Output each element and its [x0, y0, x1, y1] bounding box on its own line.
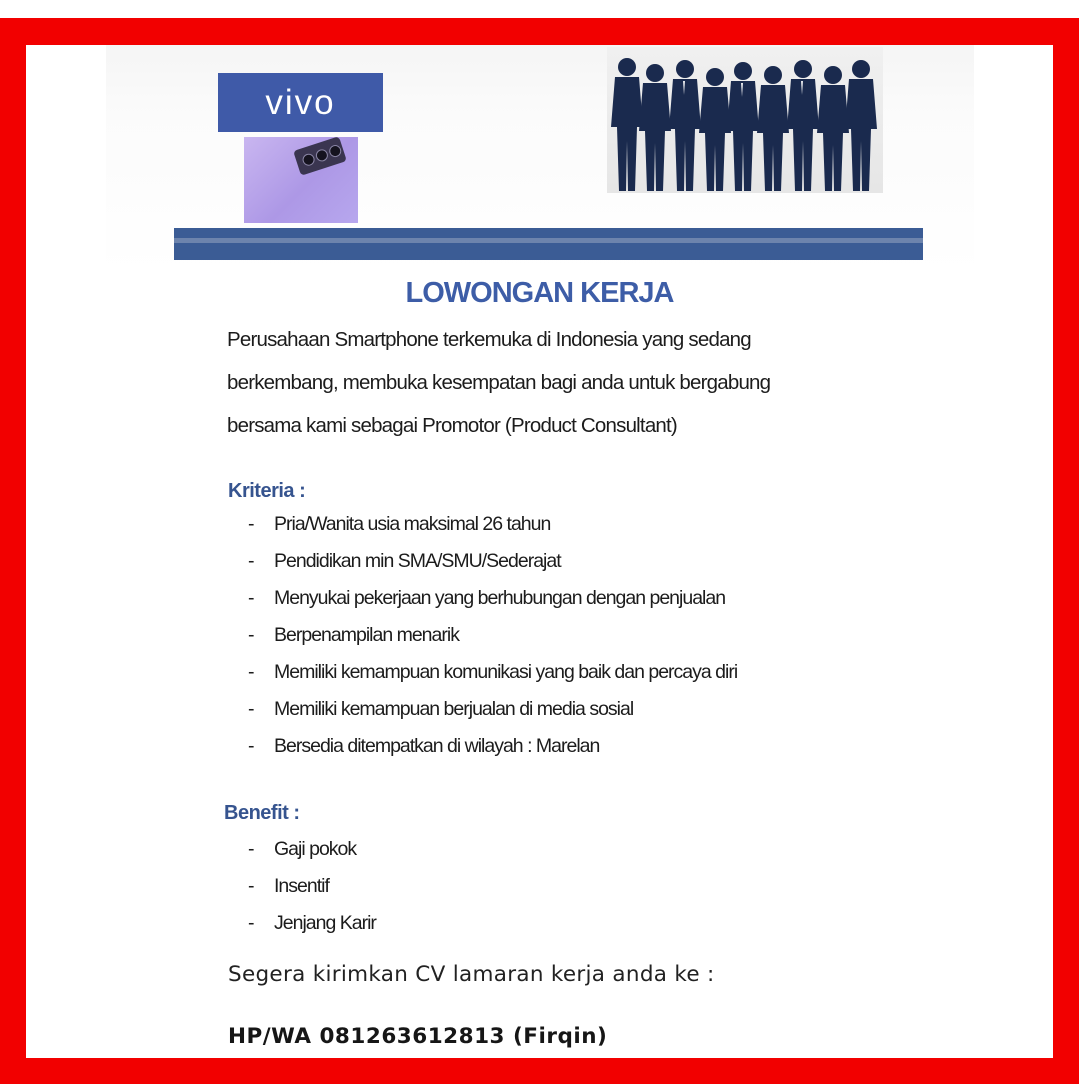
criteria-item-text: Memiliki kemampuan komunikasi yang baik dan percaya diri [274, 661, 738, 683]
benefit-item-text: Gaji pokok [274, 838, 357, 860]
criteria-item-text: Menyukai pekerjaan yang berhubungan dengan penjualan [274, 587, 726, 609]
criteria-item: - Pria/Wanita usia maksimal 26 tahun [248, 513, 551, 535]
person-silhouette [817, 66, 849, 191]
criteria-item-text: Berpenampilan menarik [274, 624, 459, 646]
benefit-item-text: Insentif [274, 875, 329, 897]
benefit-item: - Jenjang Karir [248, 912, 376, 934]
intro-line: Perusahaan Smartphone terkemuka di Indonesia yang sedang [227, 328, 751, 351]
benefit-list [248, 834, 376, 945]
benefit-item: - Insentif [248, 875, 329, 897]
intro-line: berkembang, membuka kesempatan bagi anda untuk bergabung [227, 371, 771, 394]
logo-text: vivo [265, 82, 336, 122]
criteria-item: - Pendidikan min SMA/SMU/Sederajat [248, 550, 561, 572]
banner-stripe [174, 238, 923, 243]
person-silhouette [669, 60, 701, 191]
page-title: LOWONGAN KERJA [405, 277, 674, 309]
benefit-item-text: Jenjang Karir [274, 912, 376, 934]
intro-line: bersama kami sebagai Promotor (Product Consultant) [227, 414, 677, 437]
criteria-heading: Kriteria : [228, 480, 306, 502]
call-to-action-text: Segera kirimkan CV lamaran kerja anda ke : [228, 962, 715, 987]
contact-info: HP/WA 081263612813 (Firqin) [228, 1024, 608, 1049]
criteria-item: - Menyukai pekerjaan yang berhubungan dengan penjualan [248, 587, 726, 609]
criteria-list [248, 509, 737, 768]
camera-module-icon [293, 137, 347, 176]
person-silhouette [639, 64, 671, 191]
criteria-item: - Bersedia ditempatkan di wilayah : Marelan [248, 735, 600, 757]
banner-divider-bar [174, 228, 923, 260]
criteria-item-text: Pendidikan min SMA/SMU/Sederajat [274, 550, 561, 572]
business-people-silhouette-image [607, 47, 883, 193]
criteria-item-text: Memiliki kemampuan berjualan di media sosial [274, 698, 634, 720]
criteria-item: - Berpenampilan menarik [248, 624, 459, 646]
person-silhouette [757, 66, 789, 191]
criteria-item-text: Pria/Wanita usia maksimal 26 tahun [274, 513, 551, 535]
criteria-item: - Memiliki kemampuan komunikasi yang baik dan percaya diri [248, 661, 738, 683]
person-silhouette [727, 62, 759, 191]
benefit-item: - Gaji pokok [248, 838, 357, 860]
person-silhouette [787, 60, 819, 191]
criteria-item-text: Bersedia ditempatkan di wilayah : Marelan [274, 735, 600, 757]
person-silhouette [845, 60, 877, 191]
person-silhouette [611, 58, 643, 191]
benefit-heading: Benefit : [224, 802, 300, 824]
vivo-logo [218, 73, 383, 132]
person-silhouette [699, 68, 731, 191]
smartphone-image [244, 137, 358, 223]
intro-paragraph [227, 323, 867, 452]
criteria-item: - Memiliki kemampuan berjualan di media sosial [248, 698, 634, 720]
